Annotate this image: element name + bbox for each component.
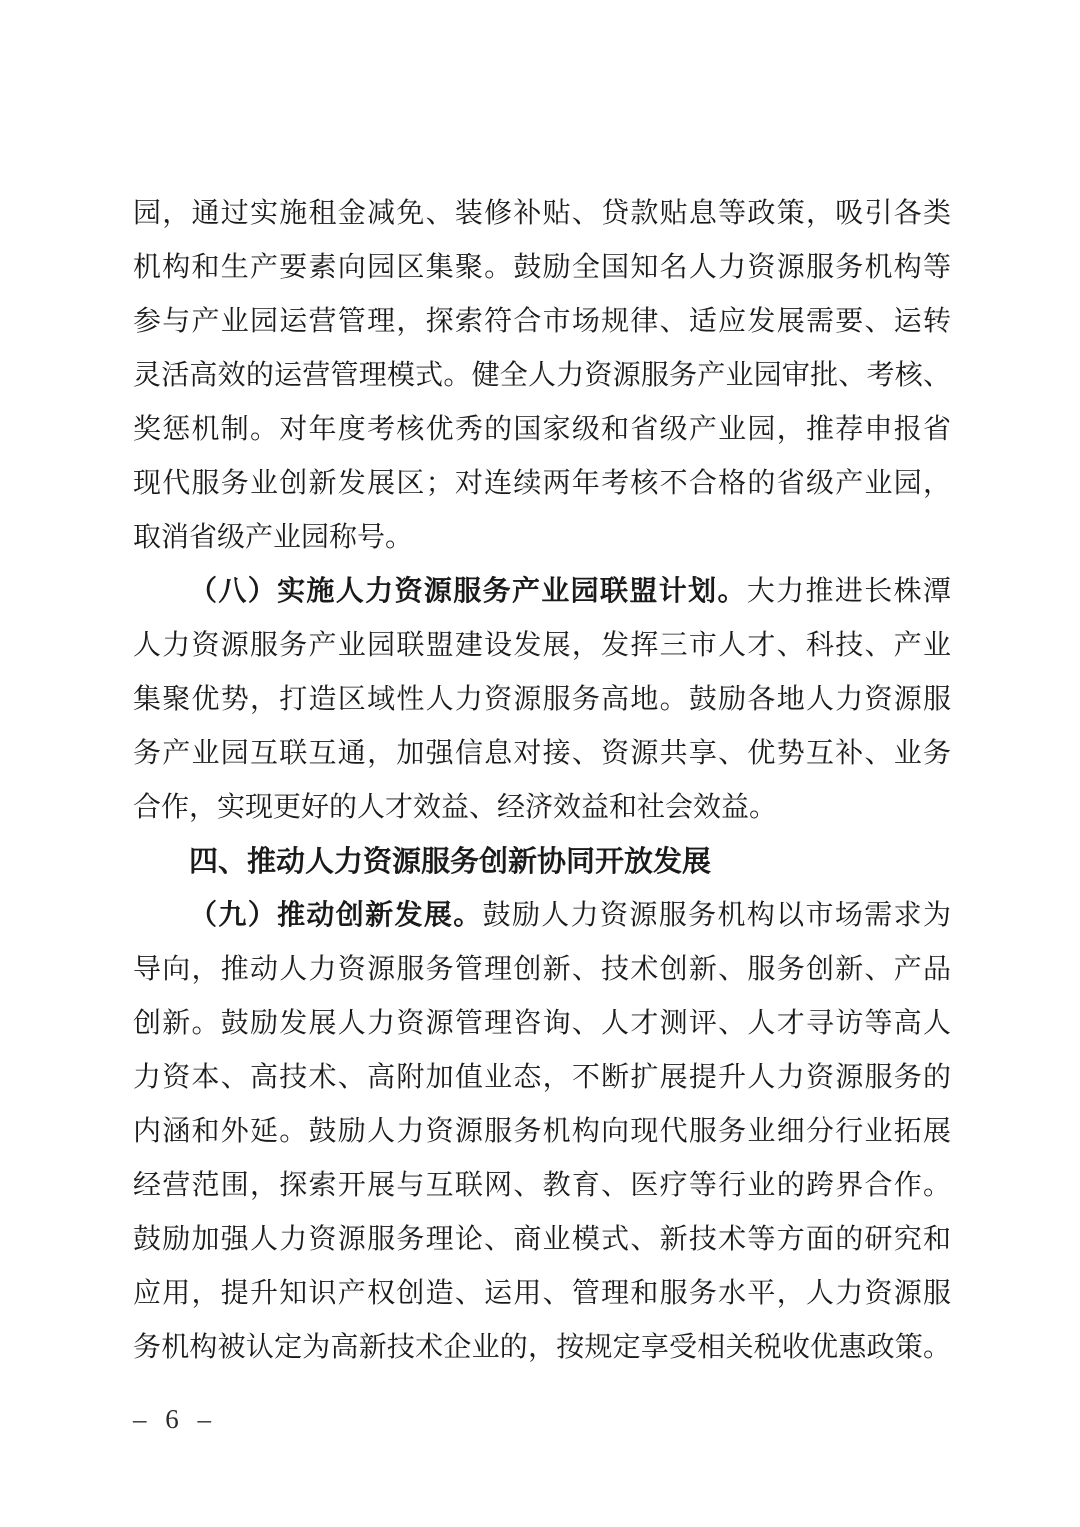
text-line [133, 187, 951, 241]
body-text: 鼓励人力资源服务机构以市场需求为 [482, 900, 951, 931]
body-text: 内涵和外延。鼓励人力资源服务机构向现代服务业细分行业拓展 [133, 1116, 951, 1147]
text-line [133, 781, 951, 835]
body-text: 机构和生产要素向园区集聚。鼓励全国知名人力资源服务机构等 [133, 252, 951, 283]
text-line [133, 511, 951, 565]
body-text: 合作，实现更好的人才效益、经济效益和社会效益。 [133, 792, 778, 823]
body-text: 力资本、高技术、高附加值业态，不断扩展提升人力资源服务的 [133, 1062, 951, 1093]
text-line [133, 943, 951, 997]
body-text: 参与产业园运营管理，探索符合市场规律、适应发展需要、运转 [133, 306, 951, 337]
text-line [133, 619, 951, 673]
body-text: 取消省级产业园称号。 [133, 522, 414, 553]
text-line [133, 349, 951, 403]
text-line [133, 457, 951, 511]
text-line [133, 1213, 951, 1267]
text-line [133, 1105, 951, 1159]
body-text: 务产业园互联互通，加强信息对接、资源共享、优势互补、业务 [133, 738, 951, 769]
body-text: 现代服务业创新发展区；对连续两年考核不合格的省级产业园， [133, 468, 951, 499]
body-text: 导向，推动人力资源服务管理创新、技术创新、服务创新、产品 [133, 954, 951, 985]
text-line [133, 565, 951, 619]
text-line [133, 997, 951, 1051]
document-body [133, 187, 951, 1375]
bold-lead-text: （八）实施人力资源服务产业园联盟计划。 [189, 576, 747, 607]
text-line [133, 241, 951, 295]
text-line [133, 889, 951, 943]
body-text: 务机构被认定为高新技术企业的，按规定享受相关税收优惠政策。 [133, 1332, 951, 1363]
text-line [133, 1051, 951, 1105]
bold-lead-text: （九）推动创新发展。 [189, 900, 483, 931]
body-text: 经营范围，探索开展与互联网、教育、医疗等行业的跨界合作。 [133, 1170, 951, 1201]
body-text: 灵活高效的运营管理模式。健全人力资源服务产业园审批、考核、 [133, 360, 951, 391]
text-line [133, 673, 951, 727]
text-line [133, 403, 951, 457]
text-line [133, 1267, 951, 1321]
body-text: 创新。鼓励发展人力资源管理咨询、人才测评、人才寻访等高人 [133, 1008, 951, 1039]
text-line [133, 295, 951, 349]
text-line [133, 1159, 951, 1213]
text-line [133, 1321, 951, 1375]
bold-lead-text: 四、推动人力资源服务创新协同开放发展 [189, 846, 712, 878]
body-text: 园，通过实施租金减免、装修补贴、贷款贴息等政策，吸引各类 [133, 198, 951, 229]
body-text: 鼓励加强人力资源服务理论、商业模式、新技术等方面的研究和 [133, 1224, 951, 1255]
body-text: 应用，提升知识产权创造、运用、管理和服务水平，人力资源服 [133, 1278, 951, 1309]
section-heading [133, 835, 951, 889]
body-text: 集聚优势，打造区域性人力资源服务高地。鼓励各地人力资源服 [133, 684, 951, 715]
body-text: 奖惩机制。对年度考核优秀的国家级和省级产业园，推荐申报省 [133, 414, 951, 445]
body-text: 大力推进长株潭 [746, 576, 951, 607]
body-text: 人力资源服务产业园联盟建设发展，发挥三市人才、科技、产业 [133, 630, 951, 661]
text-line [133, 727, 951, 781]
page-number: – 6 – [133, 1404, 217, 1434]
